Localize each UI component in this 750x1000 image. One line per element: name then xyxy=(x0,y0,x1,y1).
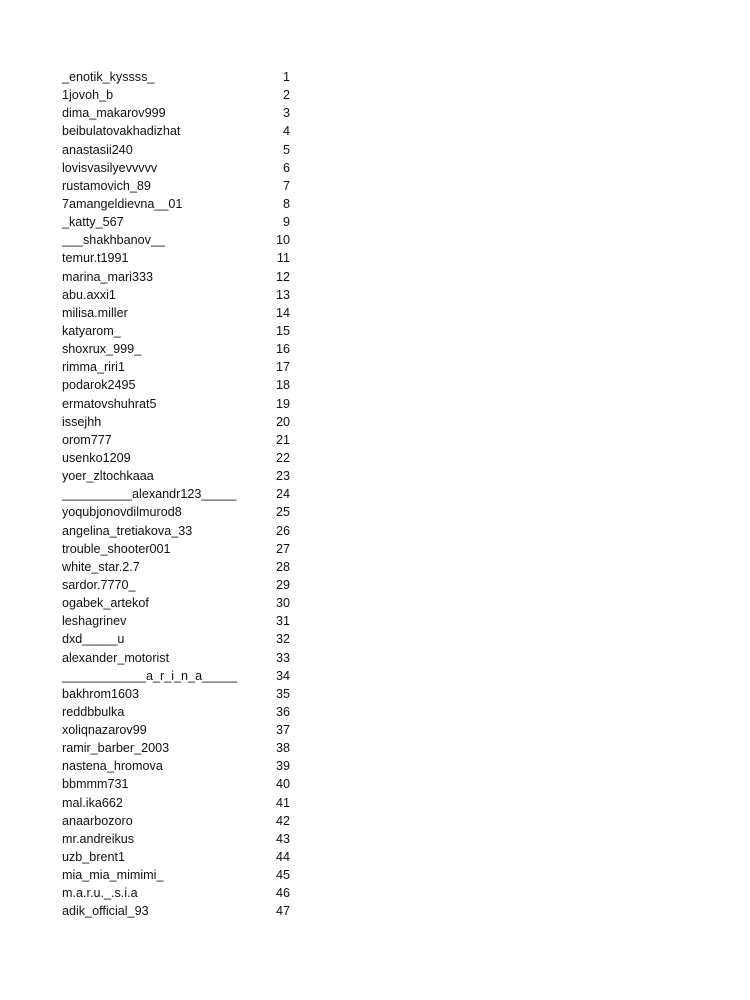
list-item xyxy=(62,86,302,104)
row-number: 19 xyxy=(275,396,290,411)
row-number: 44 xyxy=(275,850,290,865)
list-item xyxy=(62,177,302,195)
username-text: ____________a_r_i_n_a_____ xyxy=(62,668,238,683)
username-text: 7amangeldievna__01 xyxy=(62,196,183,211)
row-number: 25 xyxy=(275,505,290,520)
row-number: 39 xyxy=(275,759,290,774)
username-text: bbmmm731 xyxy=(62,777,129,792)
username-text: m.a.r.u._.s.i.a xyxy=(62,886,138,901)
list-item xyxy=(62,848,302,866)
username-text: dxd_____u xyxy=(62,632,125,647)
username-text: sardor.7770_ xyxy=(62,577,136,592)
row-number: 24 xyxy=(275,487,290,502)
list-item xyxy=(62,395,302,413)
row-number: 3 xyxy=(282,106,290,121)
list-item xyxy=(62,576,302,594)
list-item xyxy=(62,231,302,249)
list-item xyxy=(62,685,302,703)
list-item xyxy=(62,104,302,122)
row-number: 17 xyxy=(275,360,290,375)
row-number: 46 xyxy=(275,886,290,901)
username-text: angelina_tretiakova_33 xyxy=(62,523,193,538)
username-text: _katty_567 xyxy=(62,215,124,230)
username-text: marina_mari333 xyxy=(62,269,153,284)
username-text: ermatovshuhrat5 xyxy=(62,396,157,411)
row-number: 45 xyxy=(275,868,290,883)
row-number: 27 xyxy=(275,541,290,556)
list-item xyxy=(62,431,302,449)
row-number: 18 xyxy=(275,378,290,393)
row-number: 42 xyxy=(275,813,290,828)
row-number: 22 xyxy=(275,450,290,465)
row-number: 37 xyxy=(275,723,290,738)
list-item xyxy=(62,866,302,884)
username-text: _enotik_kyssss_ xyxy=(62,70,155,84)
username-text: dima_makarov999 xyxy=(62,106,166,121)
username-text: anastasii240 xyxy=(62,142,133,157)
list-item xyxy=(62,884,302,902)
row-number: 10 xyxy=(275,233,290,248)
list-item xyxy=(62,340,302,358)
username-text: temur.t1991 xyxy=(62,251,129,266)
username-text: leshagrinev xyxy=(62,614,127,629)
row-number: 29 xyxy=(275,577,290,592)
row-number: 26 xyxy=(275,523,290,538)
row-number: 1 xyxy=(282,70,290,84)
row-number: 32 xyxy=(275,632,290,647)
list-item xyxy=(62,376,302,394)
list-item xyxy=(62,68,302,86)
row-number: 30 xyxy=(275,596,290,611)
row-number: 15 xyxy=(275,323,290,338)
row-number: 5 xyxy=(282,142,290,157)
list-item xyxy=(62,757,302,775)
row-number: 35 xyxy=(275,686,290,701)
row-number: 31 xyxy=(275,614,290,629)
list-item xyxy=(62,721,302,739)
username-text: anaarbozoro xyxy=(62,813,133,828)
list-item xyxy=(62,522,302,540)
username-text: yoer_zltochkaaa xyxy=(62,469,154,484)
list-item xyxy=(62,902,302,920)
row-number: 36 xyxy=(275,704,290,719)
username-text: alexander_motorist xyxy=(62,650,170,665)
row-number: 8 xyxy=(282,196,290,211)
list-item xyxy=(62,703,302,721)
username-text: ogabek_artekof xyxy=(62,596,149,611)
username-text: reddbbulka xyxy=(62,704,125,719)
row-number: 9 xyxy=(282,215,290,230)
list-item xyxy=(62,467,302,485)
row-number: 38 xyxy=(275,741,290,756)
username-text: __________alexandr123_____ xyxy=(62,487,237,502)
list-item xyxy=(62,630,302,648)
username-text: ___shakhbanov__ xyxy=(62,233,165,248)
list-item xyxy=(62,213,302,231)
row-number: 34 xyxy=(275,668,290,683)
row-number: 11 xyxy=(276,251,290,266)
username-text: podarok2495 xyxy=(62,378,136,393)
username-text: lovisvasilyevvvvv xyxy=(62,160,158,175)
row-number: 16 xyxy=(275,342,290,357)
row-number: 47 xyxy=(275,904,290,919)
list-item xyxy=(62,775,302,793)
username-text: xoliqnazarov99 xyxy=(62,723,147,738)
list-item xyxy=(62,830,302,848)
list-item xyxy=(62,649,302,667)
list-item xyxy=(62,249,302,267)
row-number: 33 xyxy=(275,650,290,665)
username-text: rustamovich_89 xyxy=(62,178,151,193)
row-number: 12 xyxy=(275,269,290,284)
row-number: 20 xyxy=(275,414,290,429)
username-text: katyarom_ xyxy=(62,323,121,338)
list-item xyxy=(62,159,302,177)
username-text: trouble_shooter001 xyxy=(62,541,171,556)
row-number: 23 xyxy=(275,469,290,484)
username-text: mal.ika662 xyxy=(62,795,123,810)
list-item xyxy=(62,304,302,322)
username-text: milisa.miller xyxy=(62,305,128,320)
list-item xyxy=(62,794,302,812)
list-item xyxy=(62,358,302,376)
username-text: beibulatovakhadizhat xyxy=(62,124,181,139)
username-text: orom777 xyxy=(62,432,112,447)
username-text: white_star.2.7 xyxy=(62,559,140,574)
username-text: nastena_hromova xyxy=(62,759,163,774)
row-number: 2 xyxy=(282,88,290,103)
username-text: mia_mia_mimimi_ xyxy=(62,868,164,883)
list-item xyxy=(62,413,302,431)
list-item xyxy=(62,594,302,612)
username-text: issejhh xyxy=(62,414,102,429)
row-number: 28 xyxy=(275,559,290,574)
list-item xyxy=(62,503,302,521)
username-text: usenko1209 xyxy=(62,450,131,465)
row-number: 7 xyxy=(282,178,290,193)
username-text: yoqubjonovdilmurod8 xyxy=(62,505,182,520)
list-item xyxy=(62,485,302,503)
list-item xyxy=(62,322,302,340)
row-number: 13 xyxy=(275,287,290,302)
row-number: 43 xyxy=(275,831,290,846)
list-item xyxy=(62,739,302,757)
list-item xyxy=(62,195,302,213)
username-text: shoxrux_999_ xyxy=(62,342,142,357)
username-text: ramir_barber_2003 xyxy=(62,741,170,756)
row-number: 14 xyxy=(275,305,290,320)
list-item xyxy=(62,449,302,467)
list-item xyxy=(62,141,302,159)
row-number: 21 xyxy=(275,432,290,447)
row-number: 40 xyxy=(275,777,290,792)
list-item xyxy=(62,812,302,830)
list-item xyxy=(62,286,302,304)
list-item xyxy=(62,667,302,685)
username-text: uzb_brent1 xyxy=(62,850,126,865)
username-text: mr.andreikus xyxy=(62,831,135,846)
username-text: adik_official_93 xyxy=(62,904,149,919)
list-item xyxy=(62,268,302,286)
list-item xyxy=(62,540,302,558)
username-text: abu.axxi1 xyxy=(62,287,116,302)
row-number: 41 xyxy=(275,795,290,810)
row-number: 4 xyxy=(282,124,290,139)
list-item xyxy=(62,612,302,630)
row-number: 6 xyxy=(282,160,290,175)
username-text: 1jovoh_b xyxy=(62,88,114,103)
username-text: bakhrom1603 xyxy=(62,686,140,701)
list-item xyxy=(62,122,302,140)
list-item xyxy=(62,558,302,576)
username-text: rimma_riri1 xyxy=(62,360,125,375)
username-list xyxy=(62,68,302,921)
